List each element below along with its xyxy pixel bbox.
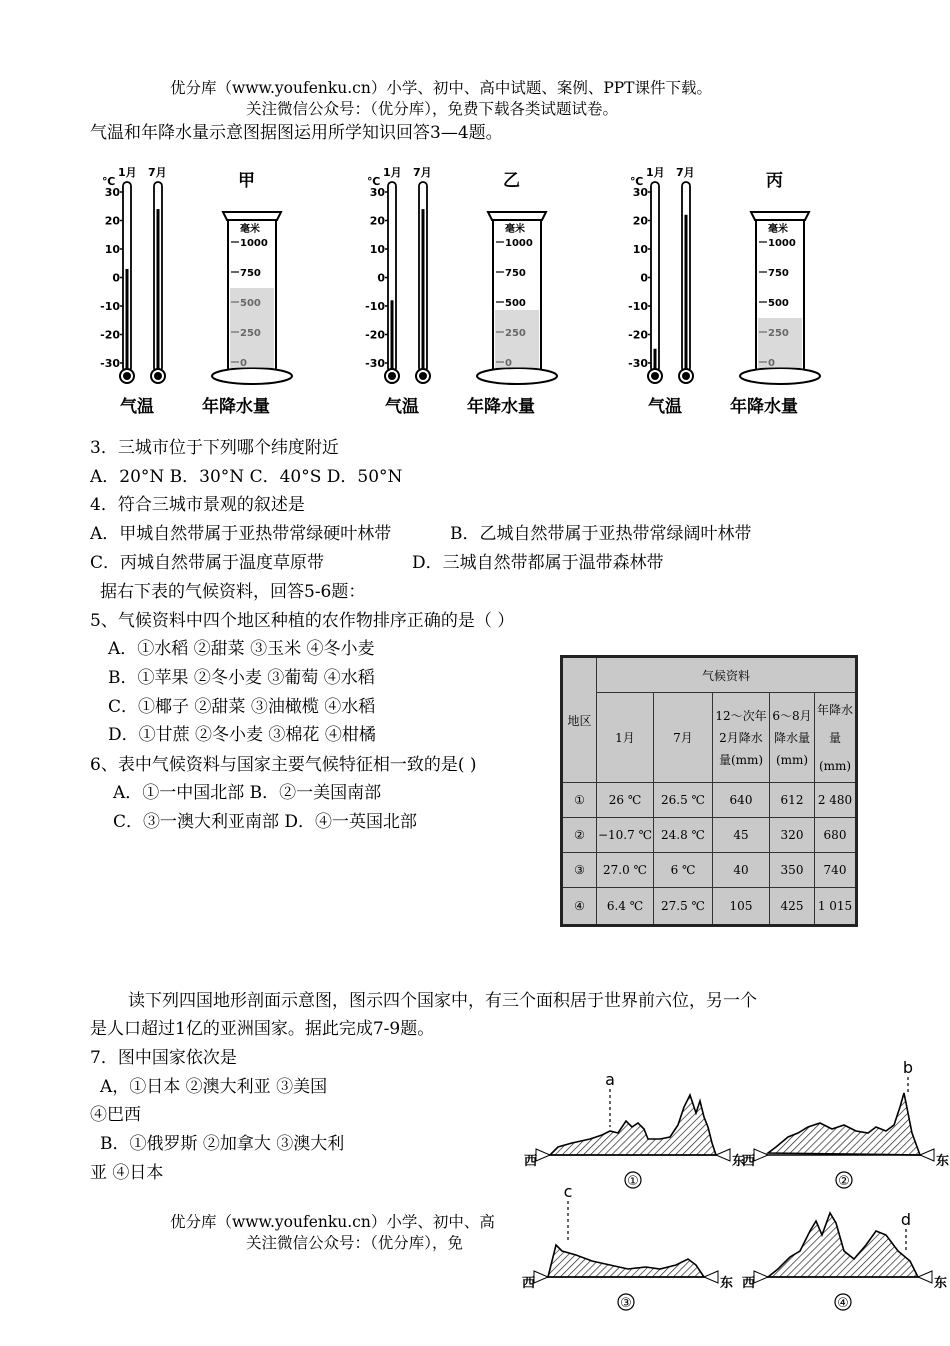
east-marker <box>920 1149 934 1161</box>
terrain-profile-1 <box>524 1095 745 1189</box>
east-label: 东 <box>934 1276 948 1291</box>
temp-tick-label: 20 <box>104 214 120 228</box>
q4-option-d: D．三城自然带都属于温带森林带 <box>412 553 664 573</box>
jan-thermometer-tube <box>651 182 659 372</box>
temp-tick-label: -30 <box>100 357 120 370</box>
city-name: 乙 <box>503 171 520 191</box>
q7-option-b-line-2: 亚 ④日本 <box>90 1163 164 1183</box>
cylinder-base <box>477 368 557 384</box>
q5-option-b: B．①苹果 ②冬小麦 ③葡萄 ④水稻 <box>108 668 375 688</box>
jul-mercury-column <box>422 209 425 372</box>
q7-stem: 7．图中国家依次是 <box>90 1048 237 1068</box>
jan-bulb-core <box>651 372 659 380</box>
precip-caption: 年降水量 <box>202 397 270 417</box>
terrain-profile-3 <box>522 1245 733 1311</box>
profile-number: ② <box>838 1174 850 1189</box>
col-annual-l1: 年降水量 <box>816 702 853 745</box>
climate-data-table <box>560 655 858 927</box>
jul-mercury-column <box>157 209 160 372</box>
cell-jan: 26 ℃ <box>597 783 654 818</box>
cell-winter: 40 <box>713 853 770 888</box>
col-jul-header: 7月 <box>654 693 713 783</box>
cell-winter: 45 <box>713 818 770 853</box>
cylinder-unit-label: 毫米 <box>240 224 260 235</box>
panel-1 <box>100 166 292 417</box>
west-label: 西 <box>522 1276 536 1291</box>
peak-label-c: c <box>563 1182 573 1201</box>
cylinder-tick-label: 750 <box>505 268 526 279</box>
col-winter-l2: 2月降水 <box>719 730 763 745</box>
col-summer-l1: 6～8月 <box>772 708 812 723</box>
thermo-figure-svg <box>90 160 850 425</box>
cell-jul: 6 ℃ <box>654 853 713 888</box>
jan-mercury-column <box>126 269 129 372</box>
west-marker <box>534 1271 548 1283</box>
temp-tick-label: 10 <box>632 243 648 256</box>
cylinder-tick-label: 1000 <box>505 238 533 249</box>
table-row <box>562 818 857 853</box>
temp-tick-label: 0 <box>640 271 648 285</box>
terrain-profiles-svg <box>520 1055 950 1342</box>
west-label: 西 <box>742 1276 756 1291</box>
col-summer-l2: 降水量 <box>773 730 810 745</box>
jul-bulb-core <box>682 372 690 380</box>
cylinder-lip <box>488 212 546 220</box>
temp-tick-label: 0 <box>112 271 120 285</box>
cylinder-unit-label: 毫米 <box>505 224 525 235</box>
header-line-1: 优分库（www.youfenku.cn）小学、初中、高中试题、案例、PPT课件下载。 <box>170 79 713 97</box>
q5-stem: 5、气候资料中四个地区种植的农作物排序正确的是（ ） <box>90 611 515 631</box>
row-id: ① <box>562 783 597 818</box>
q4-option-a: A．甲城自然带属于亚热带常绿硬叶林带 <box>90 524 392 544</box>
intro-text: 气温和年降水量示意图据图运用所学知识回答3—4题。 <box>90 123 503 143</box>
west-marker <box>536 1149 550 1161</box>
jan-label: 1月 <box>118 166 137 179</box>
col-winter-l1: 12～次年 <box>715 708 767 723</box>
water-level <box>230 288 274 368</box>
col-annual-header <box>815 693 857 783</box>
west-label: 西 <box>524 1154 538 1169</box>
profile-number: ④ <box>837 1296 849 1311</box>
precip-caption: 年降水量 <box>730 397 798 417</box>
row-id: ③ <box>562 853 597 888</box>
temp-caption: 气温 <box>385 397 419 417</box>
profile-number: ① <box>627 1174 639 1189</box>
temp-unit-label: ℃ <box>102 175 116 188</box>
jan-bulb-core <box>123 372 131 380</box>
city-name: 丙 <box>766 171 783 191</box>
cell-jan: −10.7 ℃ <box>597 818 654 853</box>
q4-stem: 4．符合三城市景观的叙述是 <box>90 495 305 515</box>
cell-summer: 320 <box>770 818 815 853</box>
peak-label-b: b <box>902 1058 914 1077</box>
peak-label-a: a <box>605 1070 615 1089</box>
col-region-header: 地区 <box>562 657 597 783</box>
temp-tick-label: 30 <box>104 186 120 199</box>
water-level <box>758 318 802 368</box>
panel-3 <box>628 166 820 417</box>
jan-bulb-core <box>388 372 396 380</box>
temp-tick-label: -10 <box>365 300 385 313</box>
jul-mercury-column <box>685 215 688 372</box>
jan-label: 1月 <box>383 166 402 179</box>
east-marker <box>704 1271 718 1283</box>
temp-tick-label: 30 <box>369 186 385 199</box>
col-summer-l3: (mm) <box>775 752 809 767</box>
cylinder-tick-label: 1000 <box>768 238 796 249</box>
profile-shape <box>550 1095 716 1155</box>
cell-jul: 26.5 ℃ <box>654 783 713 818</box>
q5-option-d: D．①甘蔗 ②冬小麦 ③棉花 ④柑橘 <box>108 725 376 745</box>
intro-7-9-line-2: 是人口超过1亿的亚洲国家。据此完成7-9题。 <box>90 1019 435 1039</box>
cylinder-unit-label: 毫米 <box>768 224 788 235</box>
q4-option-c: C．丙城自然带属于温度草原带 <box>90 553 325 573</box>
temp-caption: 气温 <box>120 397 154 417</box>
cell-summer: 425 <box>770 888 815 926</box>
temp-tick-label: -30 <box>628 357 648 370</box>
figure-temperature-precipitation <box>90 160 850 425</box>
west-marker <box>754 1271 768 1283</box>
jul-bulb-core <box>154 372 162 380</box>
cylinder-lip <box>751 212 809 220</box>
col-jan-header: 1月 <box>597 693 654 783</box>
terrain-profile-2 <box>742 1093 949 1189</box>
water-level <box>495 310 539 368</box>
temp-tick-label: -10 <box>100 300 120 313</box>
temp-tick-label: -10 <box>628 300 648 313</box>
west-marker <box>754 1149 768 1161</box>
cell-annual: 740 <box>815 853 857 888</box>
east-label: 东 <box>732 1154 746 1169</box>
intro-5-6: 据右下表的气候资料，回答5-6题： <box>100 582 366 602</box>
cylinder-base <box>740 368 820 384</box>
col-winter-header <box>713 693 770 783</box>
table-row <box>562 783 857 818</box>
q6-options-cd: C．③一澳大利亚南部 D．④一英国北部 <box>113 812 418 832</box>
cell-jul: 27.5 ℃ <box>654 888 713 926</box>
cylinder-tick-label: 750 <box>768 268 789 279</box>
cylinder-base <box>212 368 292 384</box>
temp-caption: 气温 <box>648 397 682 417</box>
cell-summer: 612 <box>770 783 815 818</box>
table-row <box>562 888 857 926</box>
jan-mercury-column <box>391 300 394 372</box>
q3-stem: 3．三城市位于下列哪个纬度附近 <box>90 438 339 458</box>
terrain-profiles-figure <box>520 1055 950 1342</box>
temp-unit-label: ℃ <box>367 175 381 188</box>
table-row <box>562 853 857 888</box>
row-id: ② <box>562 818 597 853</box>
terrain-profile-4 <box>742 1213 947 1311</box>
table-title: 气候资料 <box>597 657 857 693</box>
east-marker <box>918 1271 932 1283</box>
cell-annual: 2 480 <box>815 783 857 818</box>
cell-jan: 6.4 ℃ <box>597 888 654 926</box>
cylinder-tick-label: 1000 <box>240 238 268 249</box>
row-id: ④ <box>562 888 597 926</box>
jul-bulb-core <box>419 372 427 380</box>
panel-2 <box>365 166 557 417</box>
profile-shape <box>768 1213 918 1277</box>
profile-shape <box>548 1245 704 1277</box>
q7-option-a-line-1: A，①日本 ②澳大利亚 ③美国 <box>100 1077 328 1097</box>
cell-winter: 640 <box>713 783 770 818</box>
cell-annual: 1 015 <box>815 888 857 926</box>
cylinder-tick-label: 750 <box>240 268 261 279</box>
east-marker <box>716 1149 730 1161</box>
intro-7-9-line-1: 读下列四国地形剖面示意图，图示四个国家中，有三个面积居于世界前六位，另一个 <box>128 991 757 1011</box>
temp-tick-label: 30 <box>632 186 648 199</box>
q6-stem: 6、表中气候资料与国家主要气候特征相一致的是( ) <box>90 755 477 775</box>
temp-tick-label: -20 <box>628 328 648 342</box>
temp-tick-label: -30 <box>365 357 385 370</box>
cell-jul: 24.8 ℃ <box>654 818 713 853</box>
temp-tick-label: -20 <box>365 328 385 342</box>
temp-tick-label: 20 <box>369 214 385 228</box>
q3-options: A．20°N B．30°N C．40°S D．50°N <box>90 467 403 487</box>
q4-option-b: B．乙城自然带属于亚热带常绿阔叶林带 <box>450 524 752 544</box>
q5-option-c: C．①椰子 ②甜菜 ③油橄榄 ④水稻 <box>108 697 376 717</box>
temp-tick-label: 0 <box>377 271 385 285</box>
jul-label: 7月 <box>148 166 167 179</box>
jul-label: 7月 <box>413 166 432 179</box>
cylinder-tick-label: 500 <box>768 298 789 309</box>
q5-option-a: A．①水稻 ②甜菜 ③玉米 ④冬小麦 <box>108 639 375 659</box>
q7-option-b-line-1: B．①俄罗斯 ②加拿大 ③澳大利 <box>100 1134 345 1154</box>
header-line-2: 关注微信公众号：（优分库），免费下载各类试题试卷。 <box>246 100 619 118</box>
profile-number: ③ <box>620 1296 632 1311</box>
jul-label: 7月 <box>676 166 695 179</box>
profile-shape <box>768 1093 920 1155</box>
temp-tick-label: 10 <box>369 243 385 256</box>
temp-tick-label: 20 <box>632 214 648 228</box>
temp-tick-label: -20 <box>100 328 120 342</box>
cell-annual: 680 <box>815 818 857 853</box>
cell-winter: 105 <box>713 888 770 926</box>
footer-line-2: 关注微信公众号：（优分库），免 <box>246 1234 464 1252</box>
col-winter-l3: 量(mm) <box>718 752 764 767</box>
q7-option-a-line-2: ④巴西 <box>90 1105 141 1125</box>
col-annual-l2: (mm) <box>818 758 852 773</box>
peak-label-d: d <box>900 1210 912 1229</box>
footer-line-1: 优分库（www.youfenku.cn）小学、初中、高 <box>170 1213 495 1231</box>
west-label: 西 <box>742 1154 756 1169</box>
col-summer-header <box>770 693 815 783</box>
east-label: 东 <box>720 1276 734 1291</box>
precip-caption: 年降水量 <box>467 397 535 417</box>
cell-jan: 27.0 ℃ <box>597 853 654 888</box>
east-label: 东 <box>936 1154 950 1169</box>
cylinder-tick-label: 500 <box>505 298 526 309</box>
temp-tick-label: 10 <box>104 243 120 256</box>
cell-summer: 350 <box>770 853 815 888</box>
jan-label: 1月 <box>646 166 665 179</box>
cylinder-lip <box>223 212 281 220</box>
q6-options-ab: A．①一中国北部 B．②一美国南部 <box>113 783 382 803</box>
city-name: 甲 <box>238 171 255 191</box>
temp-unit-label: ℃ <box>630 175 644 188</box>
